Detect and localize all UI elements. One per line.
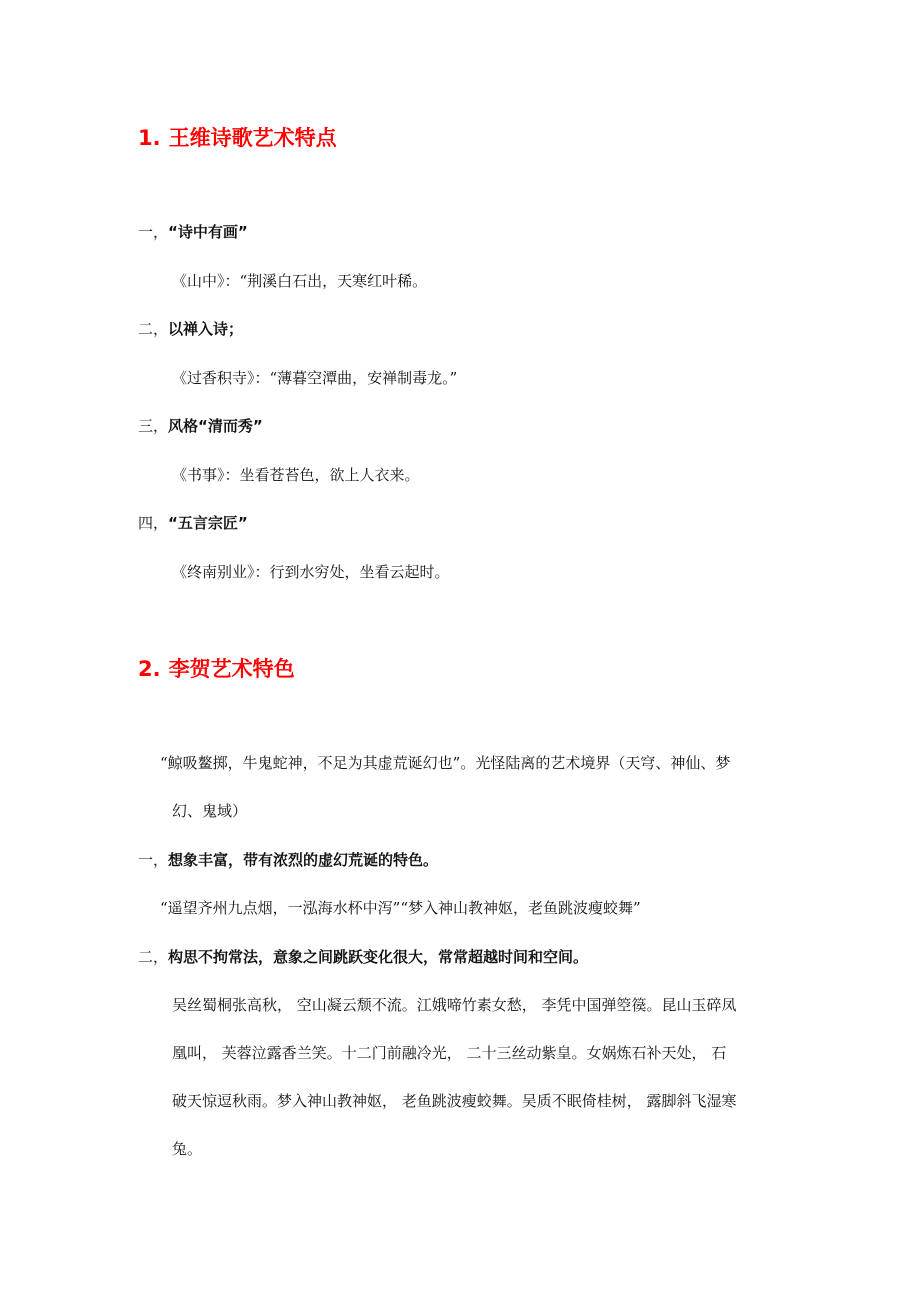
section2-item2-title <box>138 946 588 967</box>
section2-item1-title <box>138 849 438 870</box>
section1-item4-quote: 《终南别业》：行到水穷处，坐看云起时。 <box>172 563 450 581</box>
section1-item3-quote: 《书事》：坐看苍苔色，欲上人衣来。 <box>172 466 420 484</box>
section2-intro-line2: 幻、鬼域） <box>172 802 248 820</box>
section2-item2-line2: 凰叫， 芙蓉泣露香兰笑。十二门前融冷光， 二十三丝动紫皇。女娲炼石补天处， 石 <box>172 1044 727 1062</box>
section1-number: 1. <box>138 126 161 150</box>
item-title-text: 构思不拘常法，意象之间跳跃变化很大，常常超越时间和空间。 <box>168 948 589 966</box>
item-label: 四， <box>138 514 169 532</box>
section2-title: 李贺艺术特色 <box>168 657 295 681</box>
item-label: 二， <box>138 320 169 338</box>
section2-intro-line1: “鲸吸鳌掷，牛鬼蛇神，不足为其虚荒诞幻也”。光怪陆离的艺术境界（天穹、神仙、梦 <box>160 754 731 772</box>
section1-item2-title <box>138 318 243 339</box>
item-label: 一， <box>138 223 169 241</box>
section1-item3-title <box>138 415 263 436</box>
item-title-text: 以禅入诗； <box>168 320 244 338</box>
item-label: 二， <box>138 948 169 966</box>
section2-item2-line1: 吴丝蜀桐张高秋， 空山凝云颓不流。江娥啼竹素女愁， 李凭中国弹箜篌。昆山玉碎凤 <box>172 996 737 1014</box>
item-title-text: 想象丰富，带有浓烈的虚幻荒诞的特色。 <box>168 851 439 869</box>
section2-number: 2. <box>138 657 161 681</box>
section1-title: 王维诗歌艺术特点 <box>168 126 337 150</box>
section2-item1-quote: “遥望齐州九点烟，一泓海水杯中泻”“梦入神山教神妪，老鱼跳波瘦蛟舞” <box>160 899 641 917</box>
section1-item2-quote: 《过香积寺》：“薄暮空潭曲，安禅制毒龙。” <box>172 369 458 387</box>
item-title-text: “诗中有画” <box>168 223 248 241</box>
section2-heading <box>138 653 295 683</box>
item-title-text: 风格“清而秀” <box>168 417 263 435</box>
item-label: 一， <box>138 851 169 869</box>
section1-item4-title <box>138 512 248 533</box>
item-label: 三， <box>138 417 169 435</box>
section1-item1-title <box>138 221 248 242</box>
section2-item2-line4: 兔。 <box>172 1140 203 1158</box>
section1-item1-quote: 《山中》：“荆溪白石出，天寒红叶稀。 <box>172 272 428 290</box>
item-title-text: “五言宗匠” <box>168 514 248 532</box>
section2-item2-line3: 破天惊逗秋雨。梦入神山教神妪， 老鱼跳波瘦蛟舞。吴质不眠倚桂树， 露脚斜飞湿寒 <box>172 1092 737 1110</box>
section1-heading <box>138 122 337 152</box>
